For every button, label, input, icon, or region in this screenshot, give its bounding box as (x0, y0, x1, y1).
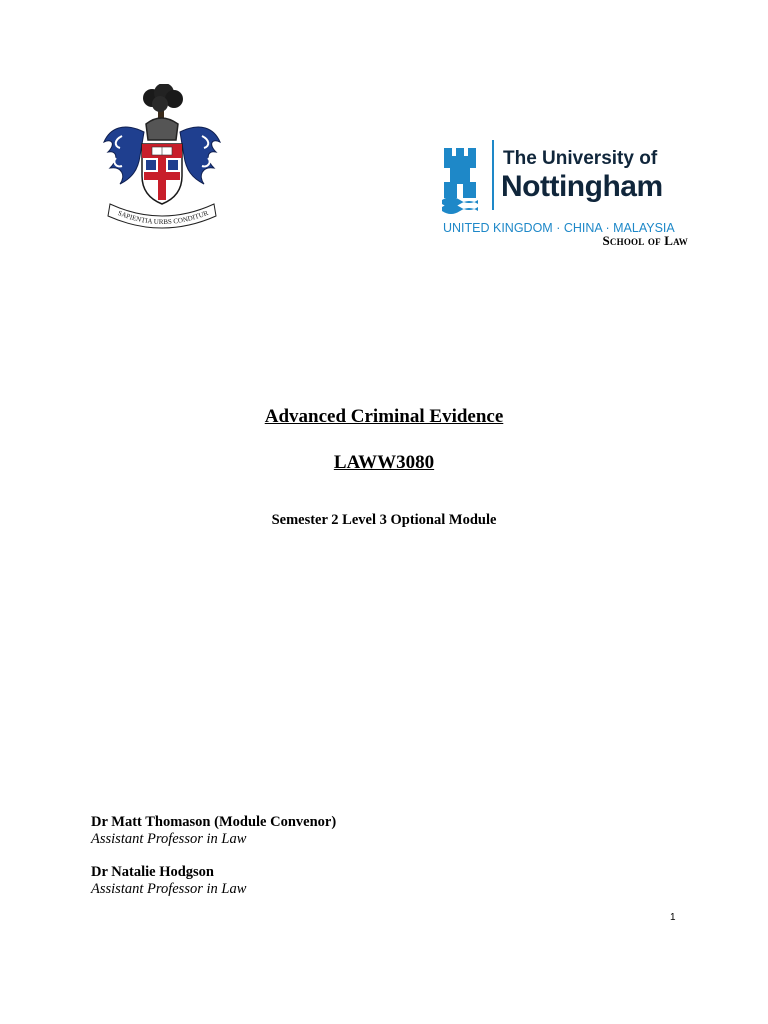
shield-icon (142, 144, 182, 204)
staff-name: Dr Natalie Hodgson (91, 864, 214, 880)
motto-ribbon (108, 204, 216, 228)
page-number: 1 (670, 912, 676, 923)
crest-motto: SAPIENTIA URBS CONDITUR (116, 208, 210, 227)
university-name-line2: Nottingham (501, 170, 663, 203)
university-tagline: UNITED KINGDOM · CHINA · MALAYSIA (443, 221, 675, 235)
module-title: Advanced Criminal Evidence (264, 406, 504, 427)
logo-divider (492, 140, 494, 210)
staff-role: Assistant Professor in Law (91, 881, 247, 897)
staff-member (91, 814, 336, 848)
castle-icon (442, 148, 478, 214)
university-of-nottingham-logo (442, 138, 692, 236)
university-crest-logo (92, 84, 232, 234)
mantling-left (104, 127, 144, 184)
school-name: School of Law (602, 233, 688, 248)
module-code: LAWW3080 (333, 452, 435, 473)
staff-member (91, 864, 246, 898)
mantling-right (180, 127, 220, 184)
staff-role: Assistant Professor in Law (91, 831, 247, 847)
staff-name: Dr Matt Thomason (Module Convenor) (91, 814, 337, 830)
university-name-line1: The University of (503, 148, 658, 169)
module-subtitle: Semester 2 Level 3 Optional Module (271, 512, 497, 528)
